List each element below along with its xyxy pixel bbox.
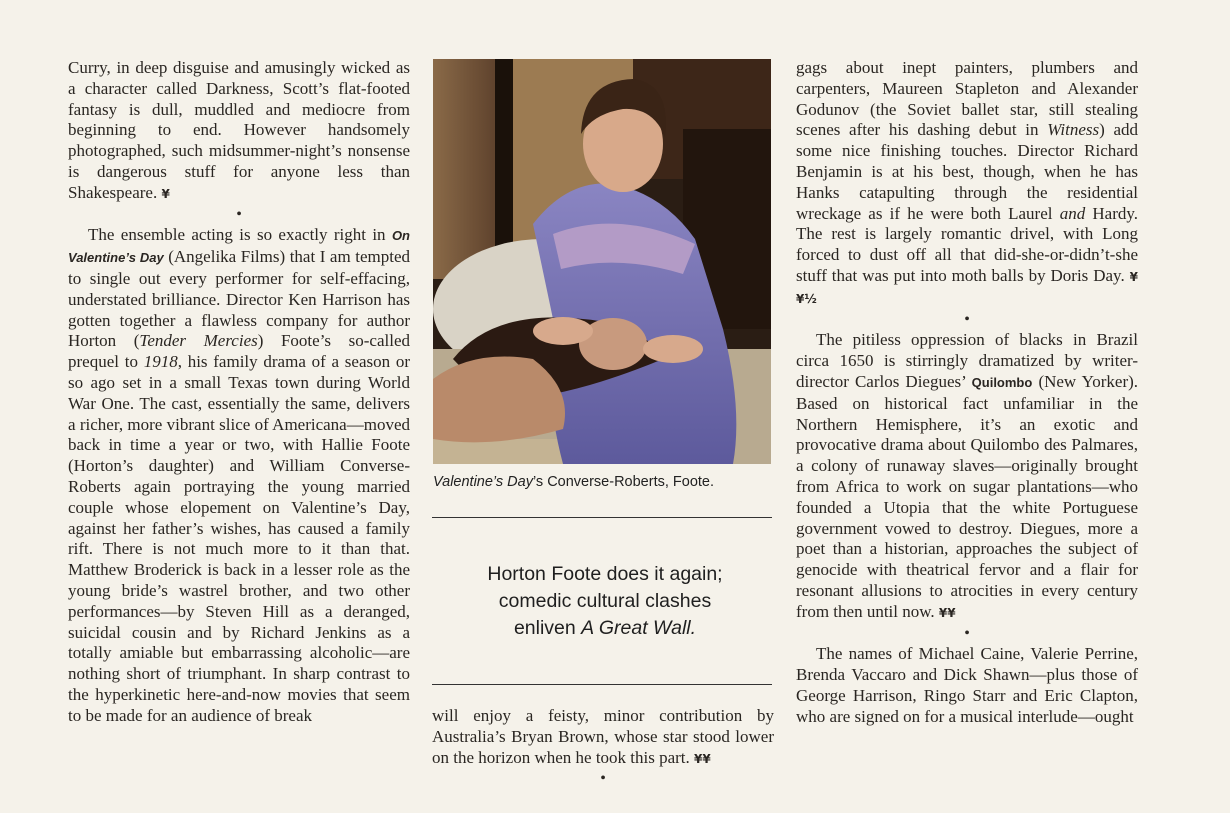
review-valentines-day: The ensemble acting is so exactly right in On Valentine’s Day (Angelika Films) that I am tempted to single out every performer for self-effacing, understated brilliance. Director Ken Harrison has gotten together a flawless company for author Horton (Tender Mercies) Foote’s so-called prequel to 1918, his family drama of a season or so ago set in a small Texas town during World War One. The cast, essentially the same, delivers a richer, more vibrant slice of Americana—moved back in time a year or two, with Hallie Foote (Horton’s daughter) and William Converse-Roberts again portraying the young married couple whose elopement on Valentine’s Day, against her father’s wishes, has caused a family rift. There is not much more to it than that. Matthew Broderick is back in a lesser role as the young bride’s wastrel brother, and two other performances—by Steven Hill as a deranged, suicidal cousin and by Richard Jenkins as a totally amiable but embarrassing alcoholic—are nothing short of triumphant. In sharp contrast to the hyperkinetic here-and-now movies that seem to be made for an audience of break: [68, 225, 411, 725]
divider-top: [432, 517, 772, 518]
review-great-wall-end: will enjoy a feisty, minor contribution by Australia’s Bryan Brown, whose star stood lower on the horizon when he took this part. ¥¥: [432, 706, 774, 767]
rating-icon: ¥: [161, 186, 170, 201]
right-column: [796, 58, 1138, 728]
bullet-separator: •: [964, 310, 970, 328]
film-title: Quilombo: [971, 374, 1033, 390]
divider-bottom: [432, 684, 772, 685]
rating-icon: ¥¥½: [796, 269, 1138, 306]
bullet-separator: •: [600, 770, 606, 788]
bullet-separator: •: [236, 205, 242, 223]
rating-icon: ¥¥: [938, 605, 956, 620]
review-quilombo: The pitiless oppression of blacks in Brazil circa 1650 is stirringly dramatized by writer-director Carlos Diegues’ Quilombo (New Yorker). Based on historical fact unfamiliar in the Northern Hemisphere, it’s an exotic and provocative drama about Quilombo des Palmares, a colony of runaway slaves—originally brought from Africa to work on sugar plantations—who founded a Utopia that the white Portuguese government vowed to destroy. Diegues, more a poet than a historian, approaches the subject of genocide with theatrical fervor and a flair for resonant allusions to atrocities in every century from then until now. ¥¥: [796, 330, 1139, 621]
middle-column-bottom: [432, 706, 774, 790]
photo-caption: Valentine’s Day’s Converse-Roberts, Foote.: [433, 474, 715, 490]
rating-icon: ¥¥: [694, 751, 711, 766]
pull-quote: Horton Foote does it again; comedic cultural clashes enliven A Great Wall.: [487, 563, 723, 639]
film-title: On Valentine’s Day: [68, 228, 410, 266]
film-still-photo: [433, 59, 771, 464]
left-column: [68, 58, 410, 727]
review-next: The names of Michael Caine, Valerie Perrine, Brenda Vaccaro and Dick Shawn—plus those of George Harrison, Ringo Starr and Eric Clapton, who are signed on for a musical interlude—ought: [796, 644, 1138, 726]
review-curry-end: Curry, in deep disguise and amusingly wicked as a character called Darkness, Scott’s flat-footed fantasy is dull, muddled and mediocre from beginning to end. However handsomely photographed, such midsummer-night’s nonsense is dangerous stuff for anyone less than Shakespeare. ¥: [68, 58, 410, 202]
bullet-separator: •: [964, 624, 970, 642]
review-money-pit-end: gags about inept painters, plumbers and carpenters, Maureen Stapleton and Alexander Godunov (the Soviet ballet star, still stealing scenes after his dashing debut in Witness) add some nice finishing touches. Director Richard Benjamin is at his best, though, when he has Hanks catapulting through the residential wreckage as if he were both Laurel and Hardy. The rest is largely romantic drivel, with Long forced to dust off all that did-she-or-didn’t-she stuff that was put into moth balls by Doris Day. ¥¥½: [796, 58, 1139, 306]
